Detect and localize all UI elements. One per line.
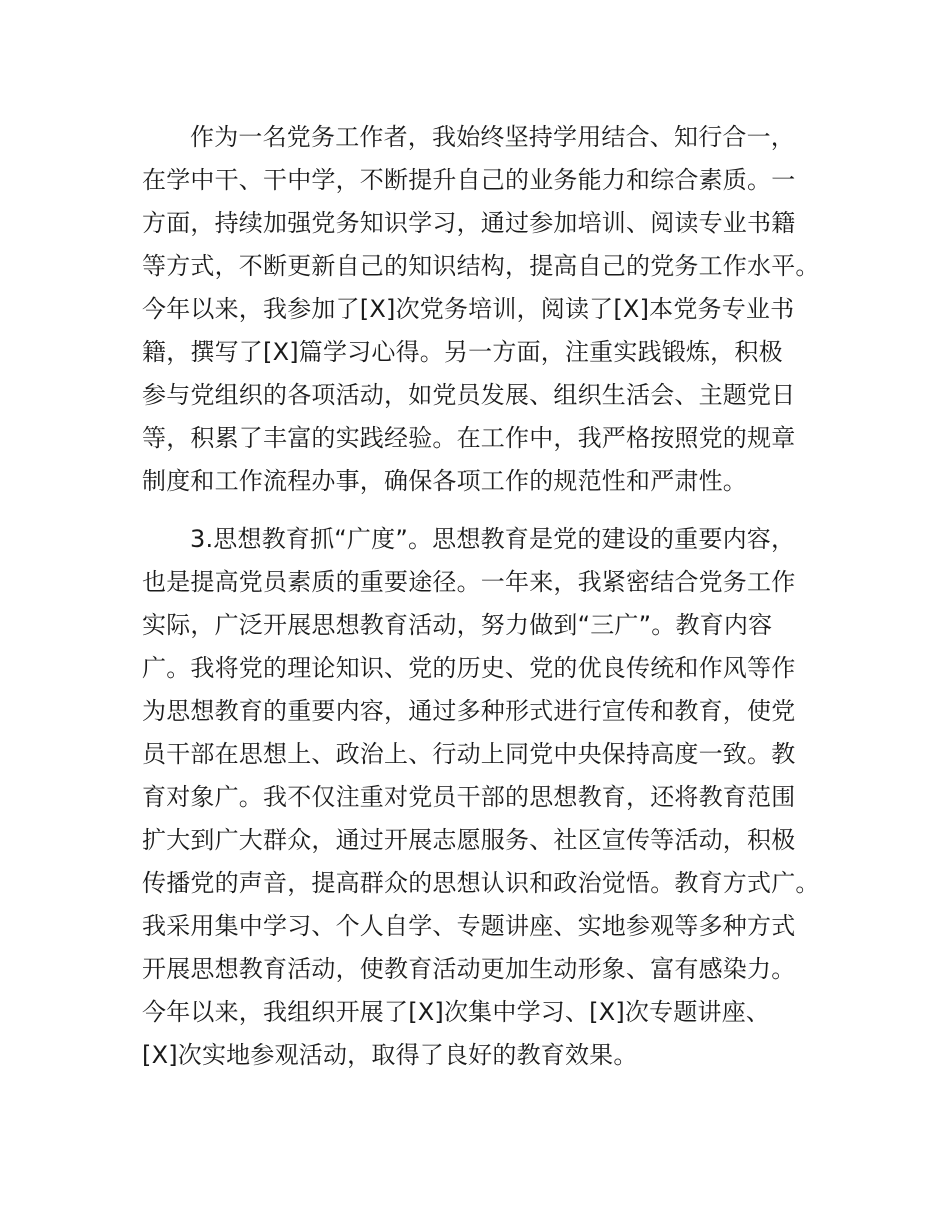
paragraph-2-line-5: 为思想教育的重要内容，通过多种形式进行宣传和教育，使党 bbox=[142, 697, 796, 725]
paragraph-1-line-3: 方面，持续加强党务知识学习，通过参加培训、阅读专业书籍 bbox=[142, 209, 796, 237]
paragraph-2-line-7: 育对象广。我不仅注重对党员干部的思想教育，还将教育范围 bbox=[142, 783, 796, 811]
paragraph-1-line-5: 今年以来，我参加了[X]次党务培训，阅读了[X]本党务专业书 bbox=[142, 295, 795, 323]
paragraph-1-line-1: 作为一名党务工作者，我始终坚持学用结合、知行合一， bbox=[190, 123, 795, 151]
paragraph-2-line-6: 员干部在思想上、政治上、行动上同党中央保持高度一致。教 bbox=[142, 740, 796, 768]
paragraph-2-line-10: 我采用集中学习、个人自学、专题讲座、实地参观等多种方式 bbox=[142, 912, 796, 940]
paragraph-1-line-4: 等方式，不断更新自己的知识结构，提高自己的党务工作水平。 bbox=[142, 252, 820, 280]
paragraph-1-line-6: 籍，撰写了[X]篇学习心得。另一方面，注重实践锻炼，积极 bbox=[142, 338, 783, 366]
paragraph-2-line-8: 扩大到广大群众，通过开展志愿服务、社区宣传等活动，积极 bbox=[142, 826, 796, 854]
paragraph-1-line-8: 等，积累了丰富的实践经验。在工作中，我严格按照党的规章 bbox=[142, 424, 796, 452]
paragraph-2-line-12: 今年以来，我组织开展了[X]次集中学习、[X]次专题讲座、 bbox=[142, 998, 771, 1026]
paragraph-2-line-11: 开展思想教育活动，使教育活动更加生动形象、富有感染力。 bbox=[142, 955, 796, 983]
paragraph-1-line-7: 参与党组织的各项活动，如党员发展、组织生活会、主题党日 bbox=[142, 381, 796, 409]
paragraph-2-line-13: [X]次实地参观活动，取得了良好的教育效果。 bbox=[142, 1041, 638, 1069]
paragraph-1-line-2: 在学中干、干中学，不断提升自己的业务能力和综合素质。一 bbox=[142, 166, 796, 194]
paragraph-2-line-4: 广。我将党的理论知识、党的历史、党的优良传统和作风等作 bbox=[142, 654, 796, 682]
paragraph-2-line-1: 3.思想教育抓“广度”。思想教育是党的建设的重要内容， bbox=[190, 525, 796, 553]
paragraph-2-line-2: 也是提高党员素质的重要途径。一年来，我紧密结合党务工作 bbox=[142, 568, 796, 596]
paragraph-2-line-9: 传播党的声音，提高群众的思想认识和政治觉悟。教育方式广。 bbox=[142, 869, 820, 897]
paragraph-2-line-3: 实际，广泛开展思想教育活动，努力做到“三广”。教育内容 bbox=[142, 611, 773, 639]
paragraph-1-line-9: 制度和工作流程办事，确保各项工作的规范性和严肃性。 bbox=[142, 467, 747, 495]
